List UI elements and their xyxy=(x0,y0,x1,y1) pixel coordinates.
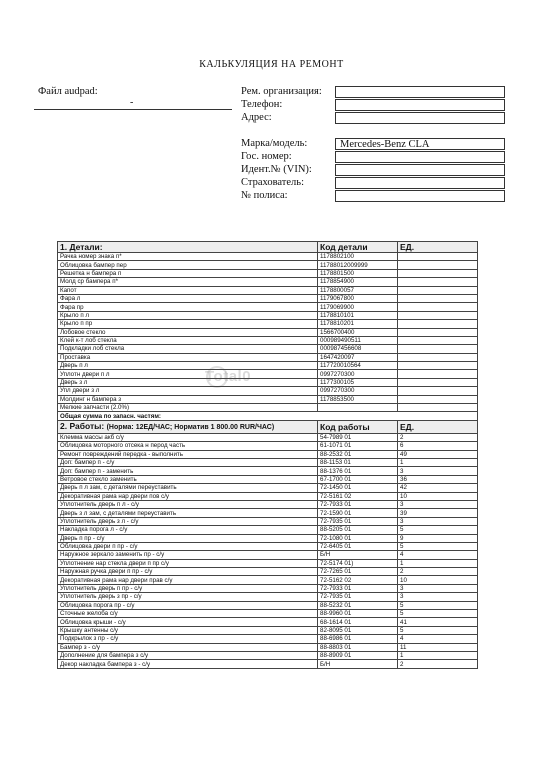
field-value-box xyxy=(335,164,505,176)
work-unit: 4 xyxy=(398,551,478,559)
table-row xyxy=(58,584,478,592)
work-code: Б/Н xyxy=(318,551,398,559)
table-row xyxy=(58,336,478,344)
table-row xyxy=(58,320,478,328)
table-row xyxy=(58,660,478,668)
part-name: Уплотн двери п л xyxy=(58,370,318,378)
part-unit xyxy=(398,320,478,328)
work-code: 88-8909 01 xyxy=(318,651,398,659)
work-name: Уплотнитель дверь з пр - с/у xyxy=(58,593,318,601)
page-title: КАЛЬКУЛЯЦИЯ НА РЕМОНТ xyxy=(199,59,344,70)
work-code: 67-1700 01 xyxy=(318,475,398,483)
work-name: Наружная ручка двери п пр - с/у xyxy=(58,568,318,576)
work-unit: 2 xyxy=(398,568,478,576)
part-code: 1566700400 xyxy=(318,328,398,336)
table-row xyxy=(58,467,478,475)
file-underline xyxy=(34,109,232,110)
work-code: 72-6405 01 xyxy=(318,542,398,550)
work-unit: 1 xyxy=(398,651,478,659)
work-unit: 36 xyxy=(398,475,478,483)
work-name: Клемма массы акб с/у xyxy=(58,433,318,441)
table-row xyxy=(58,593,478,601)
work-code: 72-5162 02 xyxy=(318,576,398,584)
work-unit: 10 xyxy=(398,576,478,584)
work-name: Уплотнитель дверь з л - с/у xyxy=(58,517,318,525)
table-row xyxy=(58,433,478,441)
table-row xyxy=(58,362,478,370)
work-code: 68-1614 01 xyxy=(318,618,398,626)
part-unit xyxy=(398,269,478,277)
works-header-code: Код работы xyxy=(318,420,398,433)
table-row xyxy=(58,261,478,269)
part-name: Фара л xyxy=(58,294,318,302)
work-code: 72-1080 01 xyxy=(318,534,398,542)
works-header-norm: (Норма: 12ЕД/ЧАС; Норматив 1 800.00 RUR/ЧАС) xyxy=(106,423,275,431)
work-code: 88-9960 01 xyxy=(318,610,398,618)
part-unit xyxy=(398,328,478,336)
table-row xyxy=(58,442,478,450)
parts-header-code: Код детали xyxy=(318,242,398,253)
calculation-table xyxy=(57,241,478,669)
table-row xyxy=(58,378,478,386)
field-value-box xyxy=(335,112,505,124)
table-row xyxy=(58,345,478,353)
table-row xyxy=(58,370,478,378)
work-name: Облицовка моторного отсека н перод часть xyxy=(58,442,318,450)
table-row xyxy=(58,278,478,286)
part-name: Облицовка бампер пер xyxy=(58,261,318,269)
table-row xyxy=(58,294,478,302)
work-unit: 3 xyxy=(398,467,478,475)
table-row xyxy=(58,576,478,584)
work-unit: 5 xyxy=(398,542,478,550)
part-unit xyxy=(398,253,478,261)
work-unit: 5 xyxy=(398,601,478,609)
work-code: 72-7935 01 xyxy=(318,517,398,525)
part-code: 1178800057 xyxy=(318,286,398,294)
table-row xyxy=(58,484,478,492)
field-label: Рем. организация: xyxy=(241,86,322,97)
work-name: Уплотнитель дверь п пр - с/у xyxy=(58,584,318,592)
part-unit xyxy=(398,404,478,412)
work-unit: 41 xyxy=(398,618,478,626)
work-name: Дверь п л зам, с деталями переуставить xyxy=(58,484,318,492)
table-row xyxy=(58,568,478,576)
work-unit: 10 xyxy=(398,492,478,500)
table-row xyxy=(58,551,478,559)
watermark: Total0 xyxy=(205,368,252,385)
work-code: Б/Н xyxy=(318,660,398,668)
work-code: 88-5205 01 xyxy=(318,526,398,534)
part-name: Подкладки лоб стекла xyxy=(58,345,318,353)
work-name: Наружное зеркало заменить пр - с/у xyxy=(58,551,318,559)
table-row xyxy=(58,610,478,618)
table-row xyxy=(58,395,478,403)
parts-header-unit: ЕД. xyxy=(398,242,478,253)
table-row xyxy=(58,509,478,517)
table-row xyxy=(58,643,478,651)
part-unit xyxy=(398,370,478,378)
work-code: 88-6986 01 xyxy=(318,635,398,643)
table-row xyxy=(58,387,478,395)
part-name: Молд ср бампера п* xyxy=(58,278,318,286)
work-code: 72-1450 01 xyxy=(318,484,398,492)
file-value: - xyxy=(130,97,134,108)
field-value-box: Mercedes-Benz CLA xyxy=(335,138,505,150)
part-code: 0997270300 xyxy=(318,387,398,395)
work-unit: 11 xyxy=(398,643,478,651)
part-code: 1178810101 xyxy=(318,311,398,319)
field-label: № полиса: xyxy=(241,190,288,201)
parts-total-label: Общая сумма по запасн. частям: xyxy=(58,412,478,420)
part-code: 1178853500 xyxy=(318,395,398,403)
table-row xyxy=(58,253,478,261)
work-unit: 1 xyxy=(398,458,478,466)
part-unit xyxy=(398,311,478,319)
field-value-box xyxy=(335,151,505,163)
field-label: Гос. номер: xyxy=(241,151,292,162)
works-header-name xyxy=(58,420,318,433)
part-code: 1647420097 xyxy=(318,353,398,361)
work-code: 72-5161 02 xyxy=(318,492,398,500)
field-value-box xyxy=(335,99,505,111)
table-row xyxy=(58,534,478,542)
part-code: 1179067800 xyxy=(318,294,398,302)
field-value-box xyxy=(335,190,505,202)
work-unit: 6 xyxy=(398,442,478,450)
field-label: Телефон: xyxy=(241,99,283,110)
work-name: Ветровое стекло заменить xyxy=(58,475,318,483)
part-code: 1178801500 xyxy=(318,269,398,277)
work-code: 72-5174 01) xyxy=(318,559,398,567)
work-code: 72-7265 01 xyxy=(318,568,398,576)
table-row xyxy=(58,353,478,361)
part-code: 1178810201 xyxy=(318,320,398,328)
table-row xyxy=(58,601,478,609)
work-name: Ремонт повреждений передка - выполнить xyxy=(58,450,318,458)
work-name: Дверь з л зам, с деталями переуставить xyxy=(58,509,318,517)
work-code: 82-8095 01 xyxy=(318,626,398,634)
table-row xyxy=(58,626,478,634)
work-code: 72-7933 01 xyxy=(318,584,398,592)
part-code: 000989490511 xyxy=(318,336,398,344)
part-name: Молдинг н бампера з xyxy=(58,395,318,403)
work-unit: 39 xyxy=(398,509,478,517)
field-label: Идент.№ (VIN): xyxy=(241,164,312,175)
part-name: Рачка номер знака п* xyxy=(58,253,318,261)
table-row xyxy=(58,635,478,643)
works-header-row xyxy=(58,420,478,433)
part-unit xyxy=(398,278,478,286)
table-row xyxy=(58,526,478,534)
work-unit: 1 xyxy=(398,559,478,567)
part-unit xyxy=(398,378,478,386)
work-code: 88-1153 01 xyxy=(318,458,398,466)
part-name: Крыло п л xyxy=(58,311,318,319)
work-code: 88-5232 01 xyxy=(318,601,398,609)
part-name: Мелкие запчасти (2.0%) xyxy=(58,404,318,412)
work-name: Накладка порога л - с/у xyxy=(58,526,318,534)
table-row xyxy=(58,492,478,500)
work-name: Декоративная рама нар двери прав с/у xyxy=(58,576,318,584)
work-unit: 3 xyxy=(398,517,478,525)
work-code: 61-1071 01 xyxy=(318,442,398,450)
table-row xyxy=(58,286,478,294)
part-code: 117720010564 xyxy=(318,362,398,370)
works-header-title: 2. Работы: xyxy=(60,420,105,431)
part-unit xyxy=(398,395,478,403)
work-name: Доп: бампер п - заменить xyxy=(58,467,318,475)
parts-total-row xyxy=(58,412,478,420)
work-name: Крышку антенны с/у xyxy=(58,626,318,634)
work-name: Облицовка двери п пр - с/у xyxy=(58,542,318,550)
table-row xyxy=(58,450,478,458)
work-unit: 4 xyxy=(398,635,478,643)
part-name: Крыло п пр xyxy=(58,320,318,328)
work-unit: 3 xyxy=(398,593,478,601)
field-value-box xyxy=(335,177,505,189)
work-name: Дверь п пр - с/у xyxy=(58,534,318,542)
table-row xyxy=(58,269,478,277)
part-name: Дверь п л xyxy=(58,362,318,370)
part-unit xyxy=(398,286,478,294)
field-label: Страхователь: xyxy=(241,177,304,188)
part-unit xyxy=(398,387,478,395)
table-row xyxy=(58,651,478,659)
work-name: Доп: бампер п - с/у xyxy=(58,458,318,466)
table-row xyxy=(58,618,478,626)
work-code: 88-1376 01 xyxy=(318,467,398,475)
part-code: 11788012009999 xyxy=(318,261,398,269)
table-row xyxy=(58,517,478,525)
part-name: Проставка xyxy=(58,353,318,361)
work-unit: 42 xyxy=(398,484,478,492)
work-unit: 2 xyxy=(398,660,478,668)
parts-header-name: 1. Детали: xyxy=(58,242,318,253)
part-name: Упл двери з л xyxy=(58,387,318,395)
part-code: 1178854900 xyxy=(318,278,398,286)
part-unit xyxy=(398,261,478,269)
work-code: 88-2532 01 xyxy=(318,450,398,458)
part-unit xyxy=(398,336,478,344)
table-row xyxy=(58,559,478,567)
work-unit: 5 xyxy=(398,526,478,534)
part-name: Решетка н бампера п xyxy=(58,269,318,277)
work-code: 72-1590 01 xyxy=(318,509,398,517)
table-row xyxy=(58,311,478,319)
table-row xyxy=(58,404,478,412)
part-name: Клей к-т лоб стекла xyxy=(58,336,318,344)
works-header-unit: ЕД. xyxy=(398,420,478,433)
part-code: 1177300105 xyxy=(318,378,398,386)
work-name: Облицовка порога пр - с/у xyxy=(58,601,318,609)
work-name: Уплотнитель дверь п л - с/у xyxy=(58,500,318,508)
work-unit: 3 xyxy=(398,500,478,508)
parts-header-row xyxy=(58,242,478,253)
work-name: Сточные желоба с/у xyxy=(58,610,318,618)
work-unit: 3 xyxy=(398,584,478,592)
field-value-box xyxy=(335,86,505,98)
work-unit: 9 xyxy=(398,534,478,542)
part-unit xyxy=(398,353,478,361)
field-label: Адрес: xyxy=(241,112,272,123)
field-label: Марка/модель: xyxy=(241,138,308,149)
work-unit: 5 xyxy=(398,610,478,618)
part-code: 1179069900 xyxy=(318,303,398,311)
part-unit xyxy=(398,345,478,353)
work-name: Дополнение для бампера з с/у xyxy=(58,651,318,659)
work-name: Декор накладка бампера з - с/у xyxy=(58,660,318,668)
part-unit xyxy=(398,362,478,370)
table-row xyxy=(58,328,478,336)
table-row xyxy=(58,458,478,466)
table-row xyxy=(58,542,478,550)
work-name: Подкрылок з пр - с/у xyxy=(58,635,318,643)
table-row xyxy=(58,475,478,483)
part-code: 000987456608 xyxy=(318,345,398,353)
work-code: 72-7933 01 xyxy=(318,500,398,508)
work-name: Декоративная рама нар двери пов с/у xyxy=(58,492,318,500)
work-unit: 2 xyxy=(398,433,478,441)
work-unit: 5 xyxy=(398,626,478,634)
part-name: Фара пр xyxy=(58,303,318,311)
part-unit xyxy=(398,294,478,302)
part-unit xyxy=(398,303,478,311)
work-name: Бампер з - с/у xyxy=(58,643,318,651)
table-row xyxy=(58,500,478,508)
part-code: 1178802100 xyxy=(318,253,398,261)
part-name: Дверь з л xyxy=(58,378,318,386)
work-code: 54-7989 01 xyxy=(318,433,398,441)
part-code: 0997270300 xyxy=(318,370,398,378)
part-code xyxy=(318,404,398,412)
work-unit: 49 xyxy=(398,450,478,458)
work-name: Облицовка крыши - с/у xyxy=(58,618,318,626)
file-label: Файл audpad: xyxy=(38,86,98,97)
part-name: Капот xyxy=(58,286,318,294)
part-name: Лобовое стекло xyxy=(58,328,318,336)
work-name: Уплотнение нар стекла двери п пр с/у xyxy=(58,559,318,567)
table-row xyxy=(58,303,478,311)
work-code: 72-7935 01 xyxy=(318,593,398,601)
work-code: 88-8803 01 xyxy=(318,643,398,651)
